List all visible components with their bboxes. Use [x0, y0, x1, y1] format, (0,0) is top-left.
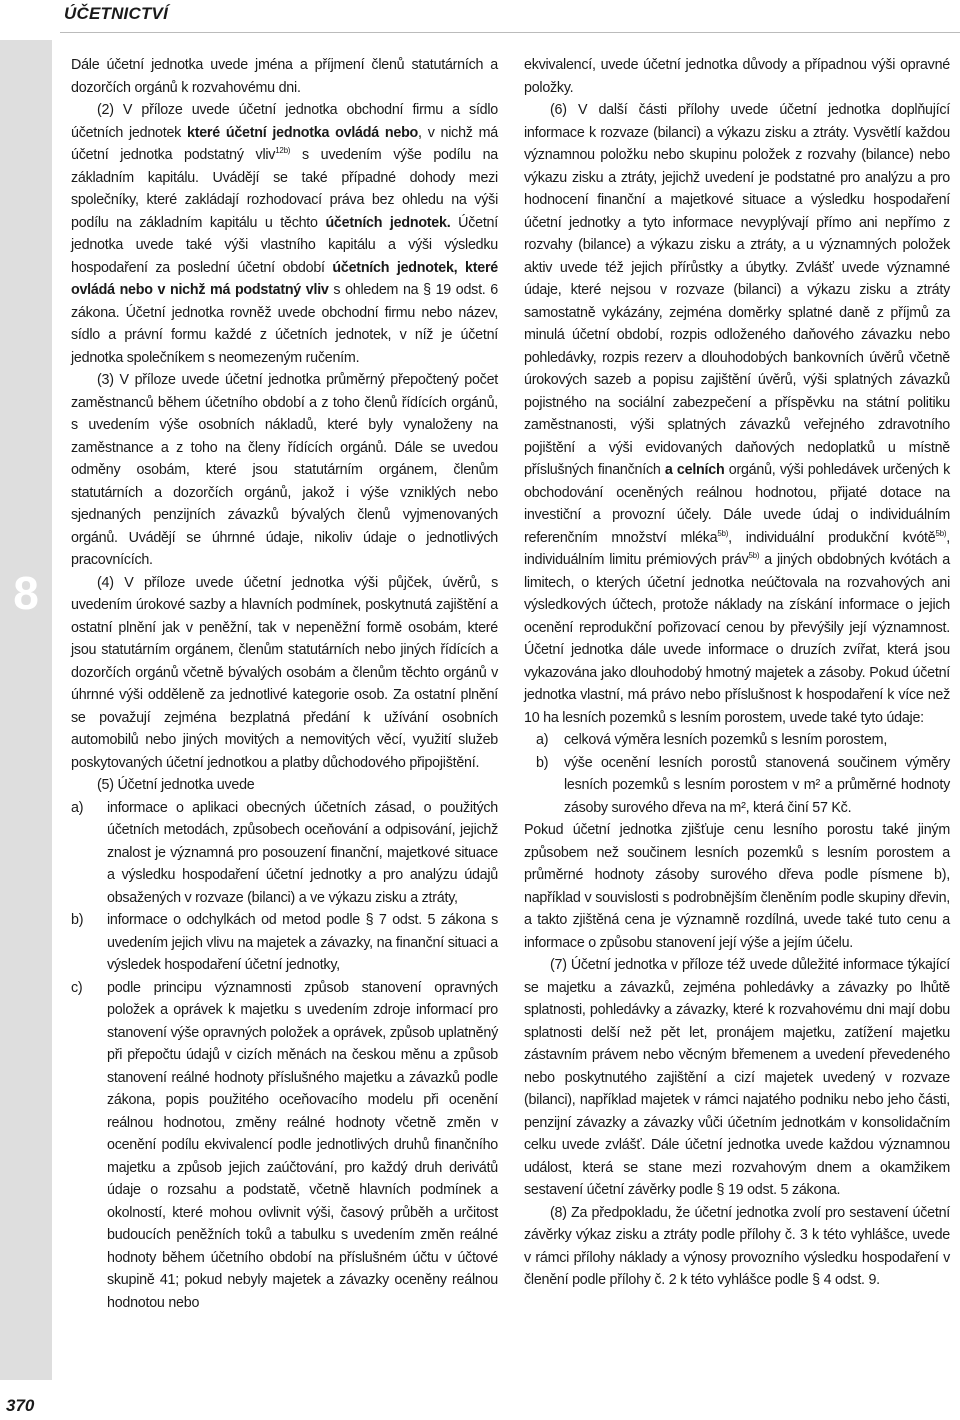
- section-title: ÚČETNICTVÍ: [64, 4, 168, 23]
- p6-bold-b: a celních: [664, 462, 725, 478]
- paragraph-3: (3) V příloze uvede účetní jednotka průměrný přepočtený počet zaměstnanců během účetního období a z toho členů řídících orgánů, s uvedením výše osobních nákladů, které byly vynaloženy na zaměstnance a z toho na členy řídících orgánů. Dále se uvedou odměny osobám, které jsou statutárním orgánem, členům statutárních a dozorčích orgánů, jakož i výše vzniklých nebo sjednaných penzijních závazků bývalých členů vyjmenovaných orgánů. Uvádějí se úhrnné údaje, nikoliv údaje o jednotlivých pracovnících.: [71, 372, 498, 568]
- p6-text-d: , individuální produkční kvótě: [728, 529, 936, 546]
- paragraph-7: (7) Účetní jednotka v příloze též uvede důležité informace týkající se majetku a závazků, zejména pohledávky a závazky po lhůtě splatnosti, pohledávky a závazky, které k rozvahovému dni mají dobu splatnosti delší než pět let, pronájem majetku, zatížení majetku zástavním právem nebo věcným břemenem a uvedení převedeného nebo poskytnutého zajištění a cizí majetek uvedený v rozvaze (bilanci), například majetek v rámci najatého podniku nebo jeho části, penzijní závazky a závazky vůči účetním jednotkám v konsolidačním celku uvede zvlášť. Dále účetní jednotka uvede každou významnou událost, která se stane mezi rozvahovým dnem a okamžikem sestavení účetní závěrky podle § 19 odst. 5 zákona.: [524, 957, 950, 1198]
- list-item: [71, 797, 498, 910]
- list-6: [524, 729, 950, 819]
- chapter-side-strip: [0, 40, 52, 1380]
- paragraph-continuation: ekvivalencí, uvede účetní jednotka důvody a případnou výši opravné položky.: [524, 57, 950, 96]
- paragraph-4: (4) V příloze uvede účetní jednotka výši půjček, úvěrů, s uvedením úrokové sazby a hlavních podmínek, poskytnutá zajištění a ostatní plnění jak v peněžní, tak v nepeněžní formě osobám, které jsou statutárním orgánem, členům statutárních nebo jiných řídících a dozorčích orgánů včetně bývalých osobám a členům těchto orgánů v úhrnné výši odděleně za jednotlivé kategorie osob. Za ostatní plnění se považují zejména bezplatná předání k užívání osobních automobilů nebo jiných movitých a nemovitých věcí, využití služeb poskytovaných účetní jednotkou a platby důchodového připojištění.: [71, 574, 498, 771]
- p6-text-e: , individuálním limitu prémiových práv: [524, 529, 950, 568]
- list-item: [71, 977, 498, 1315]
- list-5: [71, 797, 498, 1315]
- header-divider: [60, 32, 960, 33]
- list-item: [71, 909, 498, 977]
- p6-text-f: a jiných obdobných kvótách a limitech, o kterých účetní jednotka neúčtovala na rozvahových ani výsledkových účtech, protože náklady na získání informace o jejich ocenění reprodukční pořizovací cenou by převýšily její významnost. Účetní jednotka dále uvede informace o druzích zvířat, která jsou vykazována jako dlouhodobý hmotný majetek a zásoby. Pokud účetní jednotka vlastní, má právo nebo příslušnost k hospodaření k více než 10 ha lesních pozemků s lesním porostem, uvede také tyto údaje:: [524, 552, 950, 726]
- p6-text-a: (6) V další části přílohy uvede účetní jednotka doplňující informace k rozvaze (bilanci) a výkazu zisku a ztráty. Vysvětlí každou významnou položku nebo skupinu položek z rozvahy (bilance) nebo výkazu zisku a ztráty, jejichž uvedení je podstatné pro analýzu a pro hodnocení finanční a majetkové situace a výsledku hospodaření účetní jednotky a tyto informace nevyplývají přímo ani nepřímo z rozvahy (bilance) a výkazu zisku a ztráty, a u významných položek aktiv uvede též jejich přírůstky a úbytky. Zvlášť uvede významné údaje, které nejsou v rozvaze (bilanci) a výkazu zisku a ztráty samostatně vykázány, zejména doměrky splatné daně z příjmů za minulá účetní období, rozpis odloženého daňového závazku nebo pohledávky, rozpis rezerv a dlouhodobých bankovních úvěrů včetně úrokových sazeb a popisu zajištění úvěrů, výši splatných závazků pojistného na sociální zabezpečení a příspěvku na státní politiku zaměstnanosti, výši splatných závazků veřejného zdravotního pojištění a výši evidovaných daňových nedoplatků u místně příslušných finančních: [524, 102, 950, 478]
- list-item-text: informace o aplikaci obecných účetních zásad, o použitých účetních metodách, způsobech oceňování a odpisování, jejichž znalost je významná pro posouzení finanční, majetkové situace a výsledku hospodaření účetní jednotky a pro analýzu údajů obsažených v rozvaze (bilanci) a ve výkazu zisku a ztráty,: [107, 799, 498, 906]
- list-marker: a): [71, 799, 84, 816]
- paragraph-2: [71, 99, 498, 369]
- list-marker: c): [71, 979, 83, 996]
- list-item: [524, 729, 950, 752]
- paragraph-5-lead: (5) Účetní jednotka uvede: [97, 777, 255, 793]
- right-column: [524, 54, 950, 1292]
- page-number: 370: [6, 1396, 35, 1415]
- list-marker: b): [536, 754, 549, 771]
- paragraph-intro: Dále účetní jednotka uvede jména a příjmení členů statutárních a dozorčích orgánů k rozvahovému dni.: [71, 57, 498, 96]
- list-item-text: informace o odchylkách od metod podle § 7 odst. 5 zákona s uvedením jejich vlivu na majetek a závazky, na finanční situaci a výsledek hospodaření účetní jednotky,: [107, 912, 498, 973]
- list-item-text: podle principu významnosti způsob stanovení opravných položek a oprávek k majetku s uvedením zdroje informací pro stanovení výše opravných položek a oprávek, způsob uplatněný při přepočtu údajů v cizích měnách na českou měnu a způsob stanovení reálné hodnoty příslušného majetku a závazků podle zákona, popis použitého oceňovacího modelu při ocenění reálnou hodnotou, změny reálné hodnoty včetně změn v ocenění podílu ekvivalencí podle jednotlivých druhů finančního majetku a způsob jejich zaúčtování, pro každý druh derivátů údaje o rozsahu a podstatě, včetně hlavních podmínek a okolností, které mohou ovlivnit výši, časový průběh a určitost budoucích peněžních toků a tabulku s uvedením změn reálné hodnoty během účetního období na příslušném účtu v účtové skupině 41; pokud nebyly majetek a závazky oceněny reálnou hodnotou nebo: [107, 979, 498, 1311]
- footnote-ref: 5b): [717, 528, 729, 538]
- chapter-number: 8: [13, 567, 39, 619]
- paragraph-6-after: Pokud účetní jednotka zjišťuje cenu lesního porostu také jiným způsobem než součinem lesních pozemků s lesním porostem a průměrné hodnoty zásoby surového dřeva podle písmene b), například v souvislosti s podrobnějším členěním podle skupiny dřevin, a takto zjištěná cena je významně rozdílná, uvede také tuto cenu a informace o způsobu stanovení její výše a jejím účelu.: [524, 822, 950, 951]
- p2-text-c: , v nichž má účetní jednotka podstatný vliv: [71, 124, 498, 163]
- list-marker: b): [71, 912, 84, 928]
- p2-bold-g: účetních jednotek, které ovládá nebo v nichž má podstatný vliv: [71, 259, 498, 298]
- footnote-ref: 5b): [935, 528, 947, 538]
- footnote-ref: 12b): [275, 146, 291, 155]
- paragraph-8: (8) Za předpokladu, že účetní jednotka zvolí pro sestavení účetní závěrky výkaz zisku a ztráty podle přílohy č. 3 k této vyhlášce, uvede v rámci přílohy náklady a výnosy provozního výsledku hospodaření v členění podle přílohy č. 2 k této vyhlášce podle § 4 odst. 9.: [524, 1204, 950, 1288]
- left-column: [71, 54, 498, 1314]
- list-marker: a): [536, 732, 549, 748]
- page-header: [0, 0, 960, 38]
- p2-bold-e: účetních jednotek.: [325, 214, 451, 231]
- p2-text-f: Účetní jednotka uvede také výši vlastního kapitálu a výši výsledku hospodaření za poslední účetní období: [71, 214, 498, 276]
- list-item-text: výše ocenění lesních porostů stanovená součinem výměry lesních pozemků s lesním porostem v m² a průměrné hodnoty zásoby surového dřeva na m², která činí 57 Kč.: [564, 754, 950, 816]
- footnote-ref: 5b): [748, 551, 760, 560]
- p2-text-d: s uvedením výše podílu na základním kapitálu. Uvádějí se také případné dohody mezi společníky, které zakládají rozhodovací práva bez ohledu na výši podílu na základním kapitálu u těchto: [71, 147, 498, 231]
- p2-bold-b: které účetní jednotka ovládá nebo: [187, 124, 419, 141]
- list-item-text: celková výměra lesních pozemků s lesním porostem,: [564, 732, 888, 748]
- p2-text-a: (2) V příloze uvede účetní jednotka obchodní firmu a sídlo účetních jednotek: [71, 102, 498, 141]
- paragraph-6: [524, 99, 950, 729]
- list-item: [524, 752, 950, 820]
- p2-text-h: s ohledem na § 19 odst. 6 zákona. Účetní jednotka rovněž uvede obchodní firmu nebo název, sídlo a právní formu každé z účetních jednotek, v níž je účetní jednotka společníkem s neomezeným ručením.: [71, 282, 498, 366]
- p6-text-c: orgánů, výši pohledávek určených k obchodování oceněných reálnou hodnotou, přijaté dotace na investiční a provozní účely. Dále uvede údaj o individuálním referenčním množství mléka: [524, 462, 950, 546]
